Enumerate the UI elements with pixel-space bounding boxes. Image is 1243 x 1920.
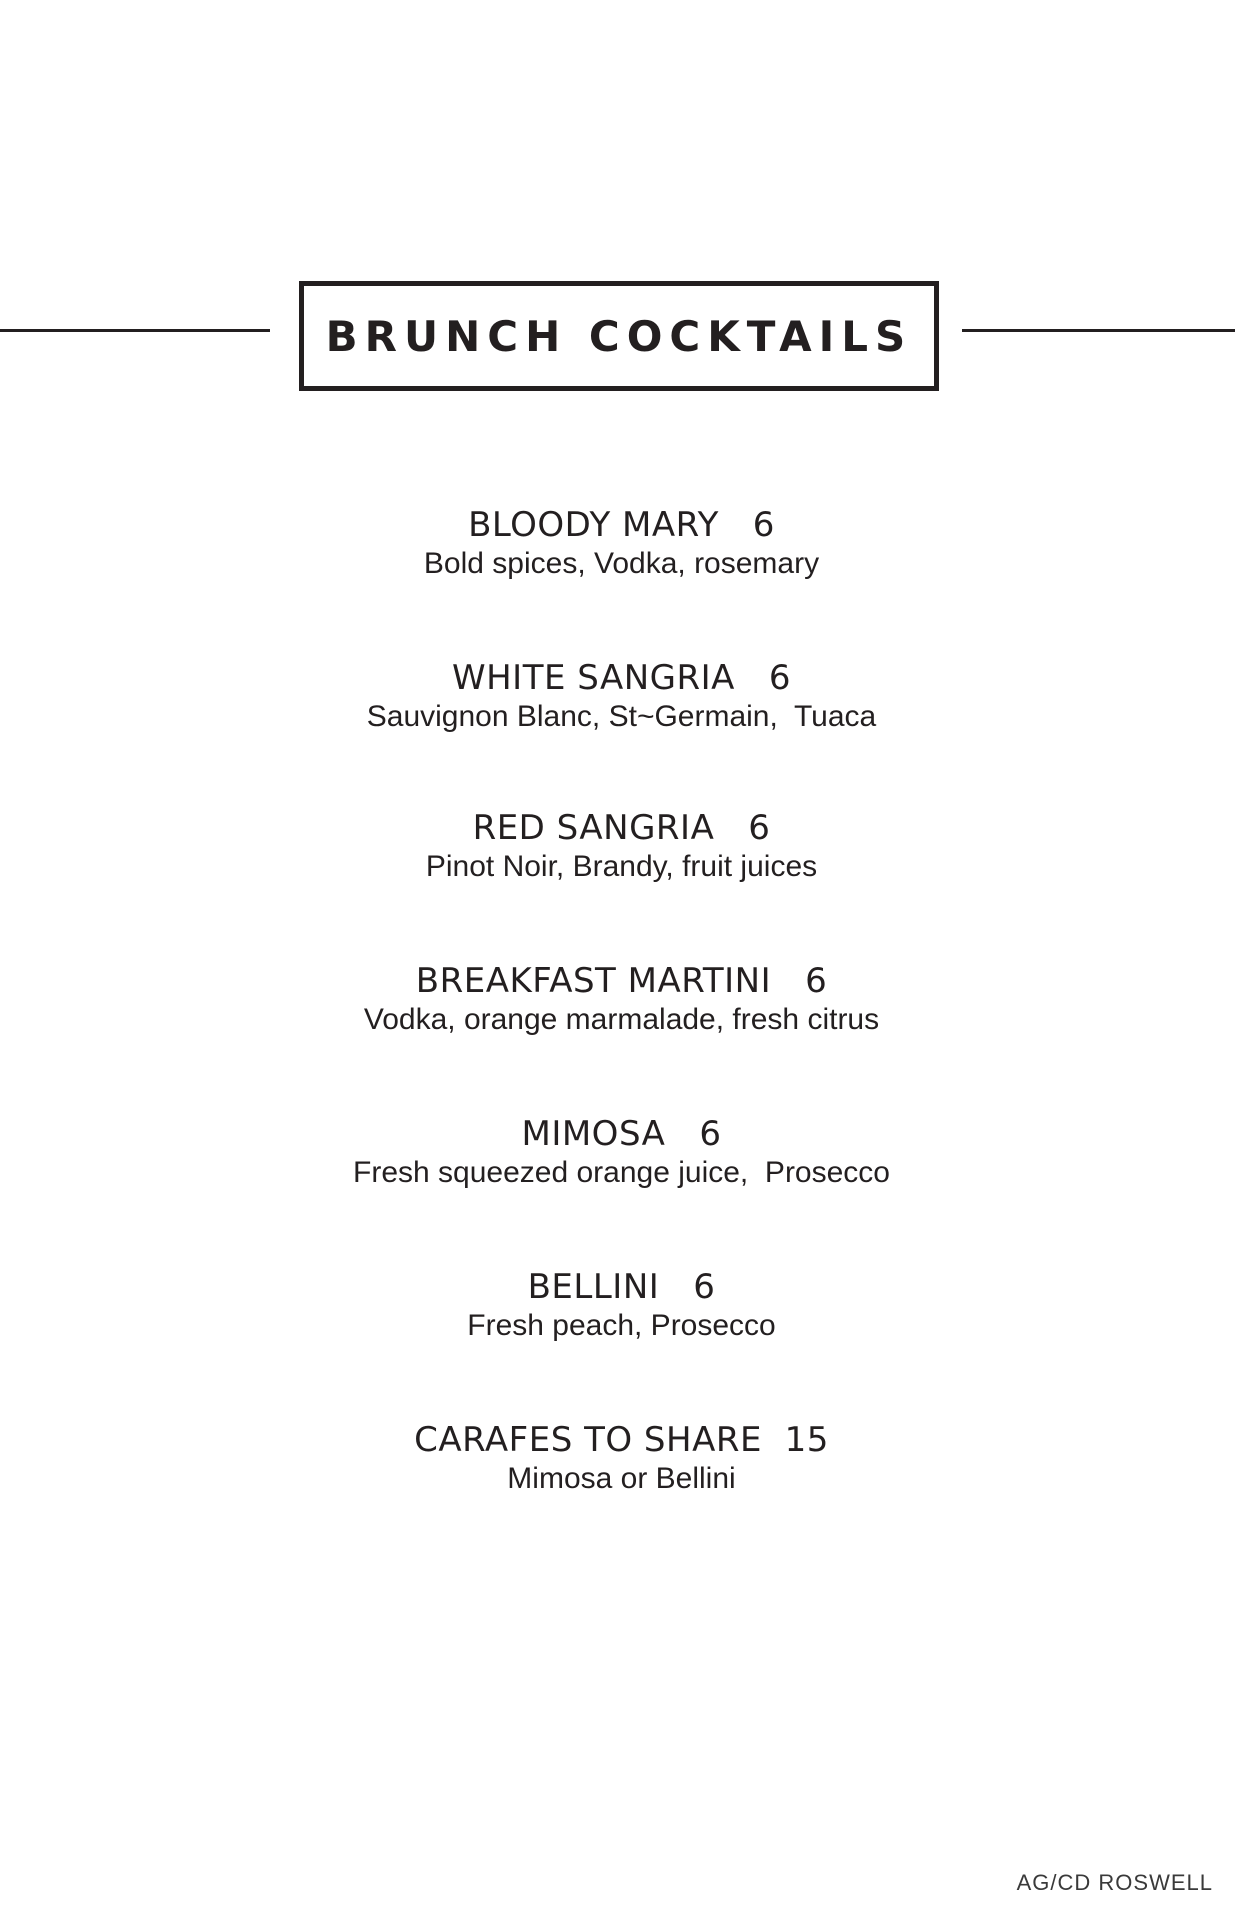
menu-item-description: Pinot Noir, Brandy, fruit juices [425, 850, 818, 883]
menu-item-heading [0, 1420, 1243, 1460]
menu-item-description: Vodka, orange marmalade, fresh citrus [363, 1003, 880, 1036]
menu-item-description: Bold spices, Vodka, rosemary [423, 547, 820, 580]
title-box [299, 281, 939, 391]
menu-item-name: MIMOSA [521, 1114, 666, 1154]
menu-item-name: BREAKFAST MARTINI [415, 961, 772, 1001]
menu-item-description: Mimosa or Bellini [507, 1462, 736, 1495]
menu-item-heading [0, 1267, 1243, 1307]
menu-item-name: WHITE SANGRIA [451, 658, 735, 698]
menu-item-name: BELLINI [527, 1267, 660, 1307]
menu-item-heading [0, 1114, 1243, 1154]
title-rule-right [962, 329, 1235, 332]
menu-item-heading [0, 658, 1243, 698]
menu-item [0, 1267, 1243, 1345]
menu-item-heading [0, 505, 1243, 545]
location-footer: AG/CD ROSWELL [1016, 1870, 1213, 1895]
menu-item-name: CARAFES TO SHARE [414, 1420, 762, 1460]
title-rule-left [0, 329, 270, 332]
menu-item-name: BLOODY MARY [468, 505, 719, 545]
menu-item-price: 6 [805, 961, 828, 1001]
menu-item [0, 658, 1243, 736]
menu-item-price: 15 [784, 1420, 829, 1460]
menu-item-heading [0, 961, 1243, 1001]
menu-item-description: Fresh squeezed orange juice, Prosecco [353, 1156, 890, 1189]
menu-title: BRUNCH COCKTAILS [325, 311, 913, 361]
menu-item [0, 1114, 1243, 1192]
menu-item [0, 961, 1243, 1039]
menu-item-price: 6 [768, 658, 791, 698]
menu-item-description: Sauvignon Blanc, St~Germain, Tuaca [366, 700, 877, 733]
menu-item-price: 6 [748, 808, 771, 848]
menu-item [0, 808, 1243, 886]
menu-item [0, 1420, 1243, 1498]
menu-item-name: RED SANGRIA [472, 808, 715, 848]
menu-item-price: 6 [693, 1267, 716, 1307]
menu-item-price: 6 [752, 505, 775, 545]
menu-item [0, 505, 1243, 583]
menu-item-price: 6 [699, 1114, 722, 1154]
menu-item-description: Fresh peach, Prosecco [467, 1309, 776, 1342]
menu-item-heading [0, 808, 1243, 848]
